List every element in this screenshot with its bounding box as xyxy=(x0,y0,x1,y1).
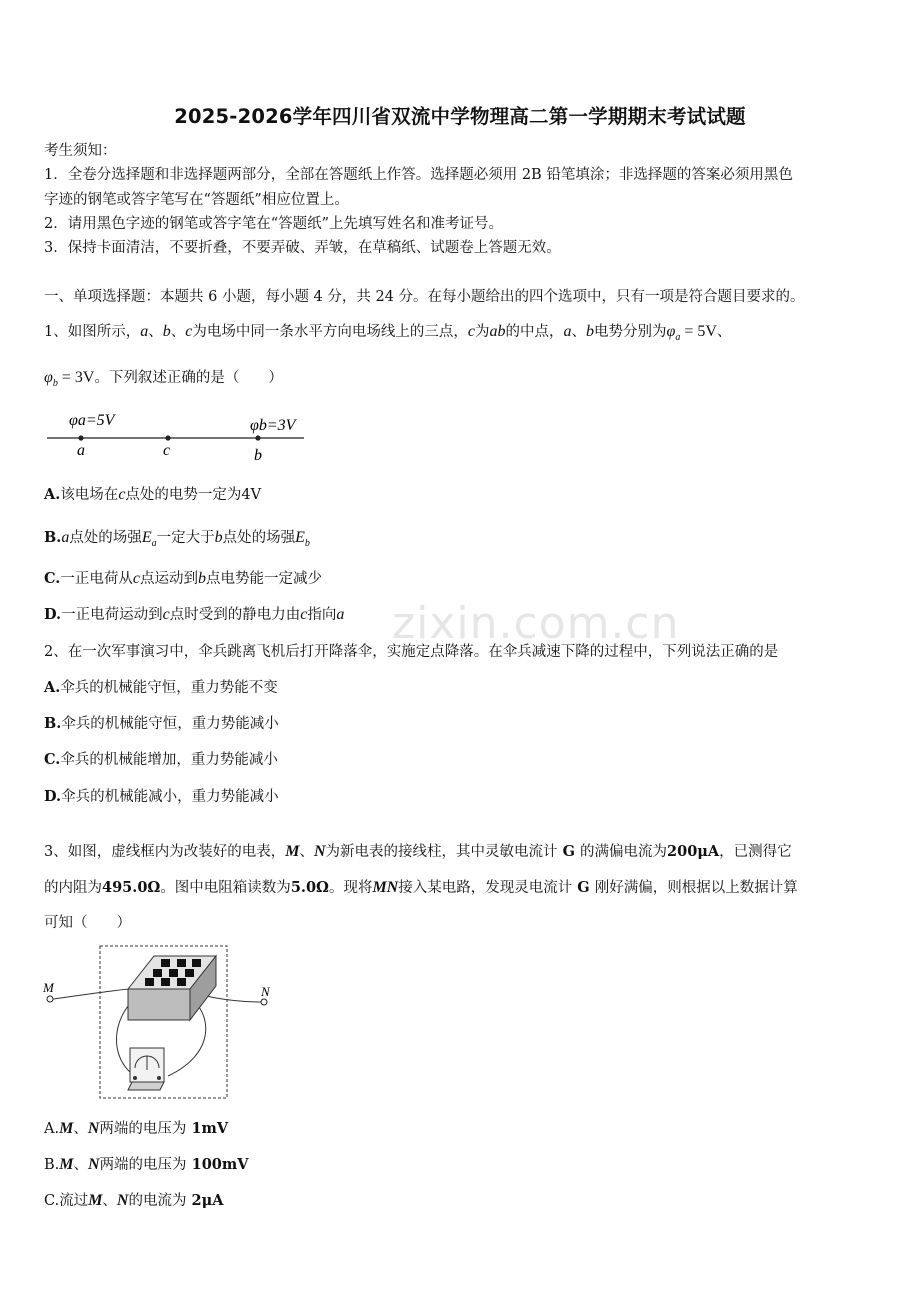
galvanometer-terminal xyxy=(157,1076,161,1080)
q1-option-b[interactable]: B.a点处的场强$E_a$一定大于b点处的场强$E_b$ xyxy=(44,529,310,549)
terminal-n xyxy=(261,999,267,1005)
q2-option-b[interactable]: B.伞兵的机械能守恒，重力势能减小 xyxy=(44,715,279,732)
q2-option-c[interactable]: C.伞兵的机械能增加，重力势能减小 xyxy=(44,751,278,768)
q1-option-d[interactable]: D.一正电荷运动到c点时受到的静电力由c指向a xyxy=(44,606,345,623)
notice-item-2: 2．请用黑色字迹的钢笔或答字笔在“答题纸”上先填写姓名和准考证号。 xyxy=(44,216,504,232)
q1-option-a[interactable]: A.该电场在c点处的电势一定为4V xyxy=(44,486,262,503)
notice-item-1-line-2: 字迹的钢笔或答字笔写在“答题纸”相应位置上。 xyxy=(44,192,349,208)
knob xyxy=(177,959,186,967)
watermark: zixin.com.cn xyxy=(392,598,680,649)
resistor-box-front xyxy=(128,989,190,1020)
point-c-label: c xyxy=(163,442,171,459)
q1-field-line-figure xyxy=(44,405,314,465)
q3-stem-line-2: 的内阻为495.0Ω。图中电阻箱读数为5.0Ω。现将MN接入某电路，发现灵电流计 G 刚好满偏，则根据以上数据计算 xyxy=(44,879,798,896)
q3-circuit-figure xyxy=(40,944,280,1104)
q2-option-d[interactable]: D.伞兵的机械能减小，重力势能减小 xyxy=(44,788,279,805)
q1-option-c[interactable]: C.一正电荷从c点运动到b点电势能一定减少 xyxy=(44,570,322,587)
q3-option-a[interactable]: A.M、N两端的电压为 1mV xyxy=(44,1120,229,1137)
q3-option-c[interactable]: C.流过M、N的电流为 2μA xyxy=(44,1192,224,1209)
phi-b-label: φb=3V xyxy=(250,417,296,434)
knob xyxy=(192,959,201,967)
notice-item-3: 3．保持卡面清洁，不要折叠，不要弄破、弄皱，在草稿纸、试题卷上答题无效。 xyxy=(44,240,561,256)
galvanometer-base xyxy=(128,1082,164,1090)
q2-option-a[interactable]: A.伞兵的机械能守恒，重力势能不变 xyxy=(44,679,278,696)
point-b-dot xyxy=(255,435,260,440)
knob xyxy=(161,959,170,967)
q3-stem-line-1: 3、如图，虚线框内为改装好的电表，M、N为新电表的接线柱，其中灵敏电流计 G 的满偏电流为200μA，已测得它 xyxy=(44,843,792,860)
knob xyxy=(185,969,194,977)
terminal-n-label: N xyxy=(261,984,270,999)
knob xyxy=(169,969,178,977)
q1-stem-line-1: 1、如图所示，a、b、c为电场中同一条水平方向电场线上的三点，c为ab的中点，a、b电势分别为$\varphi_a = 5V$、 xyxy=(44,323,732,343)
knob xyxy=(161,978,170,986)
notice-item-1-line-1: 1．全卷分选择题和非选择题两部分，全部在答题纸上作答。选择题必须用 2B 铅笔填涂；非选择题的答案必须用黑色 xyxy=(44,167,793,183)
page-title: 2025-2026学年四川省双流中学物理高二第一学期期末考试试题 xyxy=(174,105,746,128)
q1-stem-line-2: $\varphi_b = 3V$。下列叙述正确的是（ ） xyxy=(44,369,283,389)
notice-heading: 考生须知： xyxy=(44,143,117,159)
knob xyxy=(177,978,186,986)
point-b-label: b xyxy=(254,447,262,464)
phi-a-label: φa=5V xyxy=(69,412,115,429)
q2-stem: 2、在一次军事演习中，伞兵跳离飞机后打开降落伞，实施定点降落。在伞兵减速下降的过程中，下列说法正确的是 xyxy=(44,644,779,660)
point-a-label: a xyxy=(77,442,85,459)
point-c-dot xyxy=(165,435,170,440)
point-a-dot xyxy=(78,435,83,440)
galvanometer-terminal xyxy=(133,1076,137,1080)
knob xyxy=(153,969,162,977)
terminal-m-label: M xyxy=(43,980,54,995)
q3-stem-line-3: 可知（ ） xyxy=(44,915,131,931)
q3-option-b[interactable]: B.M、N两端的电压为 100mV xyxy=(44,1156,249,1173)
section-heading: 一、单项选择题：本题共 6 小题，每小题 4 分，共 24 分。在每小题给出的四个选项中，只有一项是符合题目要求的。 xyxy=(44,289,805,305)
knob xyxy=(145,978,154,986)
terminal-m xyxy=(47,996,53,1002)
